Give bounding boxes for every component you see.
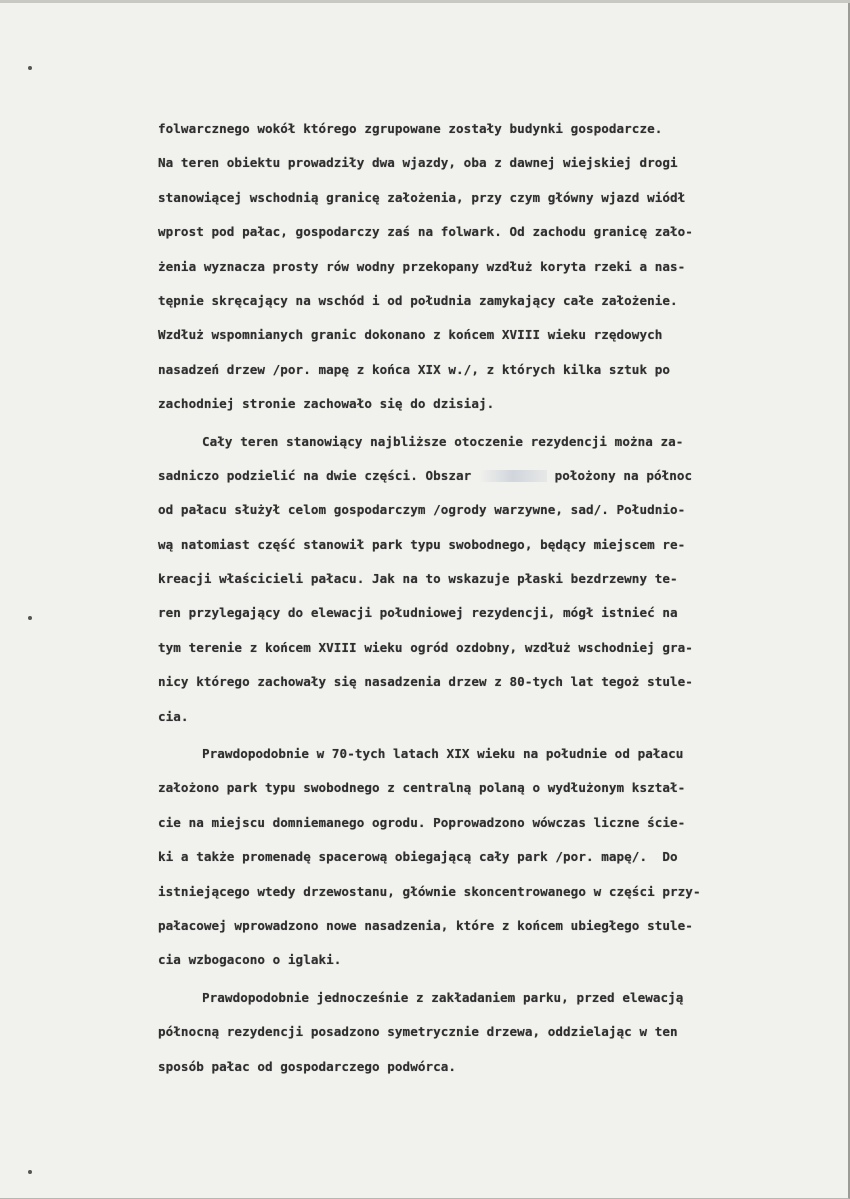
- text-line: wprost pod pałac, gospodarczy zaś na folwark. Od zachodu granicę zało-: [158, 224, 693, 240]
- text-line: nicy którego zachowały się nasadzenia drzew z 80-tych lat tegoż stule-: [158, 674, 693, 690]
- text-line: Wzdłuż wspomnianych granic dokonano z końcem XVIII wieku rzędowych: [158, 327, 663, 343]
- text-line: ren przylegający do elewacji południowej rezydencji, mógł istnieć na: [158, 605, 678, 621]
- text-line: sposób pałac od gospodarczego podwórca.: [158, 1058, 457, 1074]
- text-line: od pałacu służył celom gospodarczym /ogrody warzywne, sad/. Południo-: [158, 502, 686, 518]
- text-line: Na teren obiektu prowadziły dwa wjazdy, oba z dawnej wiejskiej drogi: [158, 155, 678, 171]
- text-line: założono park typu swobodnego z centralną polaną o wydłużonym kształ-: [158, 780, 686, 796]
- text-line-with-blot: sadniczo podzielić na dwie części. Obszar położony na północ: [158, 467, 693, 483]
- paragraph: [158, 737, 798, 978]
- punch-mark: [28, 616, 32, 620]
- text-line: pałacowej wprowadzono nowe nasadzenia, które z końcem ubiegłego stule-: [158, 917, 693, 933]
- text-line: folwarcznego wokół którego zgrupowane zostały budynki gospodarcze.: [158, 121, 663, 136]
- page-top-edge: [0, 0, 850, 3]
- text-line: tępnie skręcający na wschód i od południa zamykający całe założenie.: [158, 292, 678, 308]
- text-line: stanowiącej wschodnią granicę założenia, przy czym główny wjazd wiódł: [158, 189, 686, 205]
- text-line: żenia wyznacza prosty rów wodny przekopany wzdłuż koryta rzeki a nas-: [158, 258, 686, 274]
- paragraph: [158, 981, 798, 1084]
- text-line: nasadzeń drzew /por. mapę z końca XIX w./, z których kilka sztuk po: [158, 361, 671, 377]
- text-line: zachodniej stronie zachowało się do dzisiaj.: [158, 396, 495, 412]
- typed-text-body: [158, 112, 798, 1084]
- text-line: północną rezydencji posadzono symetrycznie drzewa, oddzielając w ten: [158, 1024, 678, 1040]
- text-line: kreacji właścicieli pałacu. Jak na to wskazuje płaski bezdrzewny te-: [158, 571, 678, 587]
- text-line: cie na miejscu domniemanego ogrodu. Poprowadzono wówczas liczne ście-: [158, 814, 686, 830]
- text-line: istniejącego wtedy drzewostanu, głównie skoncentrowanego w części przy-: [158, 883, 701, 899]
- text-line: wą natomiast część stanowił park typu swobodnego, będący miejscem re-: [158, 536, 686, 552]
- text-line: cia wzbogacono o iglaki.: [158, 952, 342, 968]
- paragraph: [158, 425, 798, 735]
- text-line: ki a także promenadę spacerową obiegającą cały park /por. mapę/. Do: [158, 849, 678, 865]
- text-line: Prawdopodobnie w 70-tych latach XIX wieku na południe od pałacu: [202, 746, 684, 762]
- text-line: Cały teren stanowiący najbliższe otoczenie rezydencji można za-: [202, 433, 684, 449]
- punch-mark: [28, 66, 32, 70]
- paragraph: [158, 112, 798, 422]
- text-line: cia.: [158, 708, 189, 724]
- punch-mark: [28, 1170, 32, 1174]
- text-line: Prawdopodobnie jednocześnie z zakładaniem parku, przed elewacją: [202, 989, 684, 1005]
- faded-text-blot: [479, 470, 547, 482]
- text-line: tym terenie z końcem XVIII wieku ogród ozdobny, wzdłuż wschodniej gra-: [158, 639, 693, 655]
